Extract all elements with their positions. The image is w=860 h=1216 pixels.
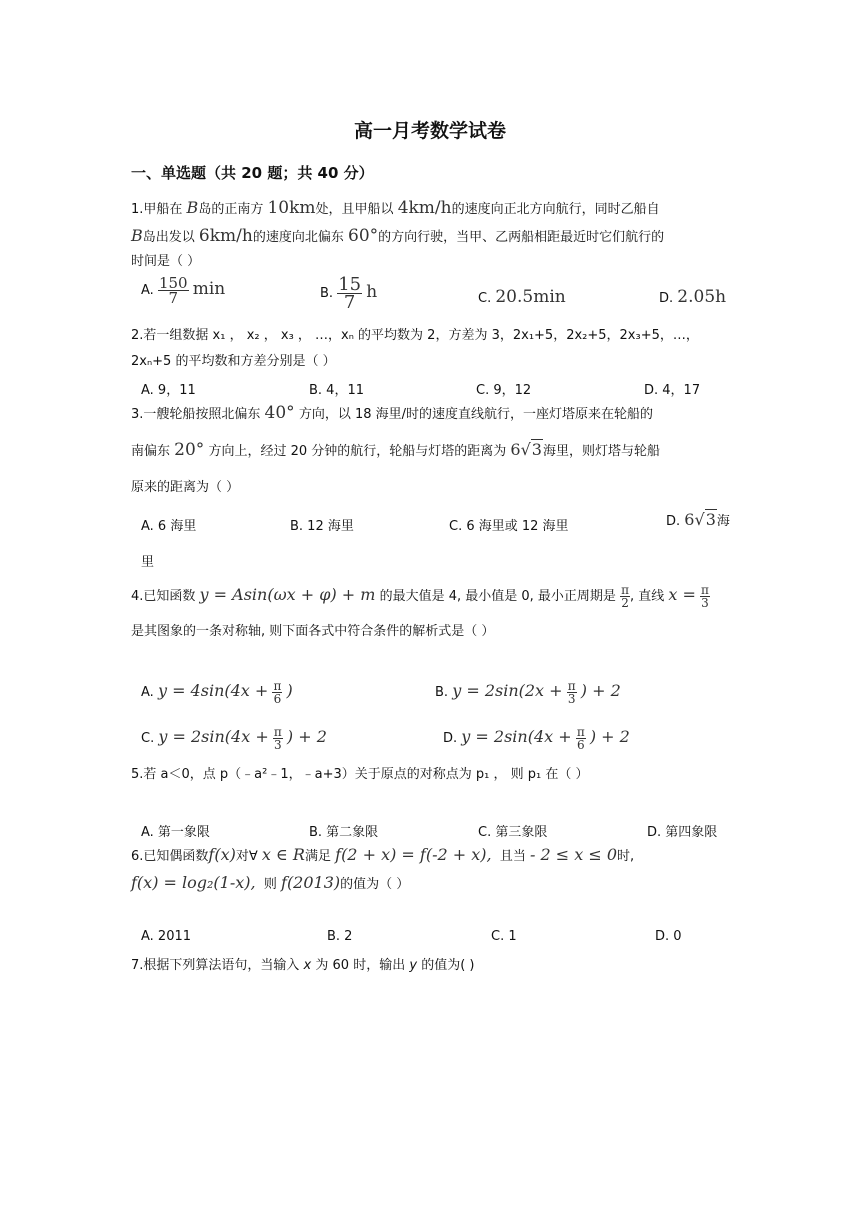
- q4-option-c[interactable]: C. y = 2sin(4x + $\frac{\pi}{3}$ ) + 2: [141, 725, 327, 752]
- q5-line1: 5.若 a＜0，点 p（﹣a²﹣1，﹣a+3）关于原点的对称点为 p₁ ， 则 p₁ 在（ ）: [131, 767, 589, 782]
- q2-option-a[interactable]: A. 9，11: [141, 383, 196, 398]
- q4-option-b[interactable]: B. y = 2sin(2x + $\frac{\pi}{3}$ ) + 2: [435, 679, 621, 706]
- q1-line1: 1.甲船在 B岛的正南方 10km处，且甲船以 4km/h的速度向正北方向航行，同时乙船自: [131, 198, 660, 218]
- q5-option-b[interactable]: B. 第二象限: [309, 825, 379, 840]
- q1-option-b[interactable]: B. $\frac{15}{7}$ h: [320, 274, 378, 313]
- q5-option-c[interactable]: C. 第三象限: [478, 825, 548, 840]
- q4-line2: 是其图象的一条对称轴, 则下面各式中符合条件的解析式是（ ）: [131, 624, 495, 639]
- q1-option-c[interactable]: C. 20.5min: [478, 287, 566, 307]
- q3-line1: 3.一艘轮船按照北偏东 40° 方向，以 18 海里/时的速度直线航行，一座灯塔原来在轮船的: [131, 403, 654, 423]
- q6-option-c[interactable]: C. 1: [491, 929, 517, 944]
- q5-option-a[interactable]: A. 第一象限: [141, 825, 210, 840]
- q2-option-d[interactable]: D. 4，17: [644, 383, 701, 398]
- page-title: 高一月考数学试卷: [353, 120, 506, 142]
- q1-line2: B岛出发以 6km/h的速度向北偏东 60°的方向行驶，当甲、乙两船相距最近时它们航行的: [131, 226, 665, 246]
- q4-option-a[interactable]: A. y = 4sin(4x + $\frac{\pi}{6}$ ): [141, 679, 293, 706]
- q6-line1: 6.已知偶函数f(x)对∀ x ∈ R满足 f(2 + x) = f(-2 + x), 且当 - 2 ≤ x ≤ 0时,: [131, 845, 635, 864]
- q2-option-b[interactable]: B. 4，11: [309, 383, 364, 398]
- q7-line1: 7.根据下列算法语句，当输入 x 为 60 时，输出 y 的值为( ): [131, 958, 475, 973]
- q1-option-d[interactable]: D. 2.05h: [659, 287, 727, 307]
- q6-option-a[interactable]: A. 2011: [141, 929, 192, 944]
- section-heading: 一、单选题（共 20 题；共 40 分）: [131, 164, 374, 182]
- q3-option-c[interactable]: C. 6 海里或 12 海里: [449, 519, 569, 534]
- q4-option-d[interactable]: D. y = 2sin(4x + $\frac{\pi}{6}$ ) + 2: [443, 725, 630, 752]
- q2-option-c[interactable]: C. 9，12: [476, 383, 532, 398]
- q2-line2: 2xₙ+5 的平均数和方差分别是（ ）: [131, 354, 336, 369]
- q4-line1: 4.已知函数 y = Asin(ωx + φ) + m 的最大值是 4, 最小值是 0, 最小正周期是 $\frac{\pi}{2}$ , 直线 x = $\frac{\pi}{3}$: [131, 583, 709, 610]
- q3-option-d[interactable]: D. 6√3海: [666, 510, 730, 529]
- q3-option-b[interactable]: B. 12 海里: [290, 519, 354, 534]
- q3-option-d-wrap: 里: [141, 555, 155, 570]
- q6-line2: f(x) = log₂(1-x), 则 f(2013)的值为（ ）: [131, 873, 410, 892]
- q2-line1: 2.若一组数据 x₁ ， x₂ ， x₃ ， …，xₙ 的平均数为 2，方差为 3，2x₁+5，2x₂+5，2x₃+5，…，: [131, 328, 699, 343]
- q3-option-a[interactable]: A. 6 海里: [141, 519, 197, 534]
- q1-line3: 时间是（ ）: [131, 254, 201, 269]
- q3-line3: 原来的距离为（ ）: [131, 480, 240, 495]
- q5-option-d[interactable]: D. 第四象限: [647, 825, 718, 840]
- q3-line2: 南偏东 20° 方向上，经过 20 分钟的航行，轮船与灯塔的距离为 6√3海里，则灯塔与轮船: [131, 440, 660, 460]
- q6-option-d[interactable]: D. 0: [655, 929, 682, 944]
- q1-option-a[interactable]: A. $\frac{150}{7}$ min: [141, 274, 226, 307]
- q6-option-b[interactable]: B. 2: [327, 929, 353, 944]
